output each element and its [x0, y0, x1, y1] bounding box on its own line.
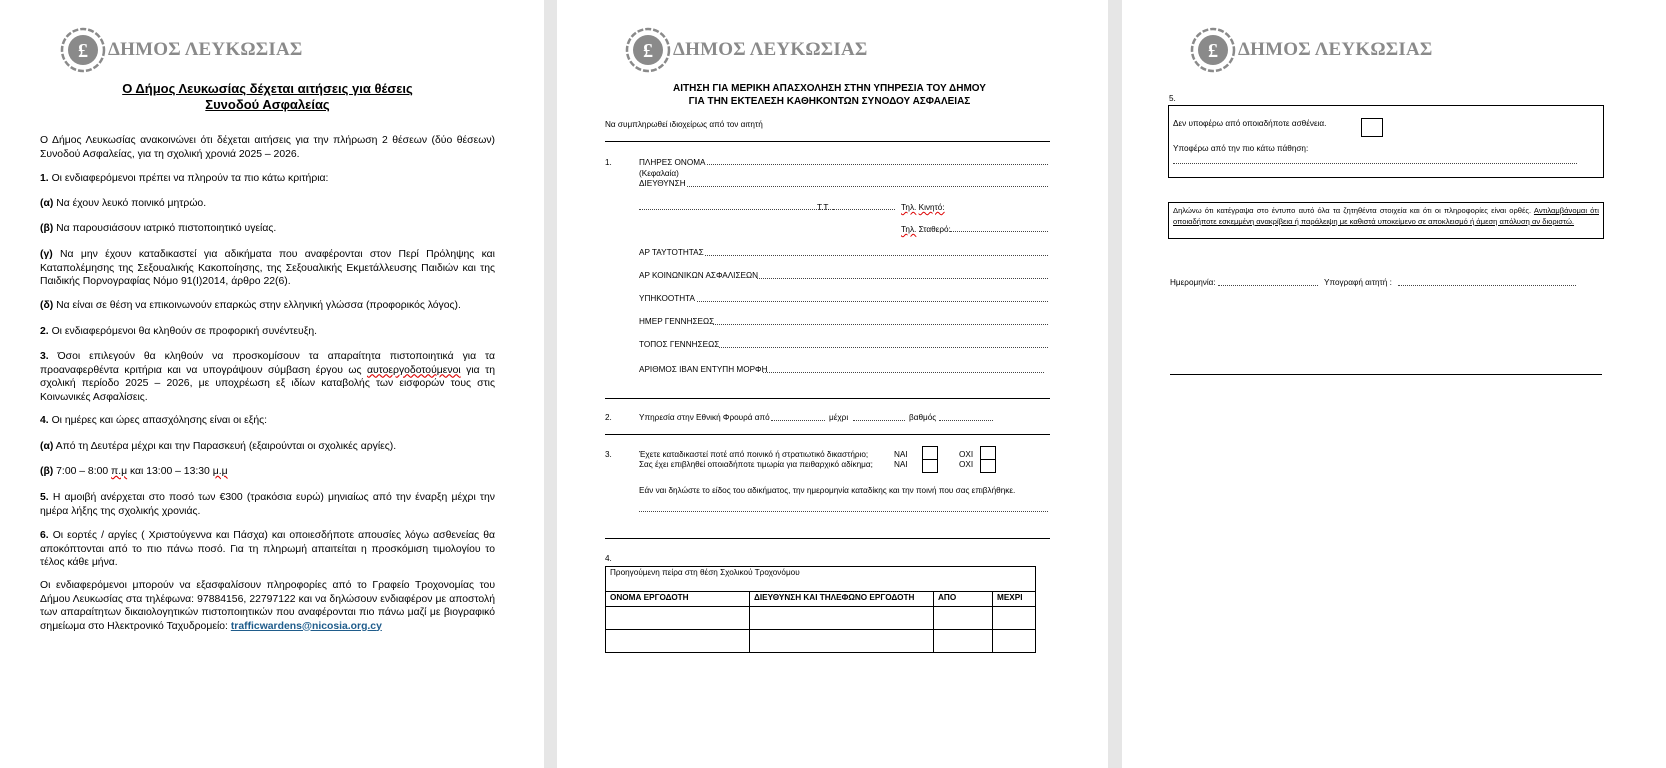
column-header: ΔΙΕΥΘΥΝΣΗ ΚΑΙ ΤΗΛΕΦΩΝΟ ΕΡΓΟΔΟΤΗ	[750, 592, 934, 607]
divider	[605, 141, 1050, 142]
section-2-number: 2.	[605, 413, 612, 422]
divider	[605, 538, 1050, 539]
birth-place-label: ΤΟΠΟΣ ΓΕΝΝΗΣΕΩΣ	[639, 340, 720, 349]
military-service-label: Υπηρεσία στην Εθνική Φρουρά από	[639, 413, 770, 422]
announcement-title: Ο Δήμος Λευκωσίας δέχεται αιτήσεις για θέσεις Συνοδού Ασφαλείας	[122, 81, 413, 112]
municipality-emblem-icon	[60, 27, 106, 73]
experience-table	[605, 566, 1036, 653]
working-days: (α) Από τη Δευτέρα μέχρι και την Παρασκευή (εξαιρούνται οι σχολικές αργίες).	[40, 441, 397, 452]
convicted-no-checkbox[interactable]	[980, 446, 996, 460]
full-name-label: ΠΛΗΡΕΣ ΟΝΟΜΑ	[639, 158, 706, 167]
section-5-number: 5.	[1169, 94, 1176, 103]
address-field[interactable]	[687, 186, 1048, 187]
postcode-field[interactable]	[833, 209, 895, 210]
divider	[605, 398, 1050, 399]
social-insurance-label: ΑΡ ΚΟΙΝΩΝΙΚΩΝ ΑΣΦΑΛΙΣΕΩΝ	[639, 271, 759, 280]
disciplinary-question: Σας έχει επιβληθεί οποιαδήποτε τιμωρία για πειθαρχικό αδίκημα;	[639, 460, 873, 469]
mobile-label: Τηλ. Κινητό:	[901, 203, 945, 212]
disciplinary-yes-checkbox[interactable]	[922, 459, 938, 473]
municipality-logo	[1190, 27, 1433, 73]
health-declaration-box	[1168, 105, 1604, 178]
employer-name-cell[interactable]	[606, 630, 750, 653]
employer-address-cell[interactable]	[750, 607, 934, 630]
service-until-label: μέχρι	[829, 413, 849, 422]
until-cell[interactable]	[993, 607, 1036, 630]
signature-field[interactable]	[1398, 285, 1576, 286]
section-1-number: 1.	[605, 158, 612, 167]
page-3	[1122, 0, 1666, 768]
date-field[interactable]	[1218, 285, 1318, 286]
landline-label: Τηλ. Σταθερό:	[901, 225, 951, 234]
iban-field[interactable]	[763, 372, 1044, 373]
until-cell[interactable]	[993, 630, 1036, 653]
employer-name-cell[interactable]	[606, 607, 750, 630]
illness-label: Υποφέρω από την πιο κάτω πάθηση:	[1173, 144, 1309, 153]
requirement-2: 2. Οι ενδιαφερόμενοι θα κληθούν σε προφορική συνέντευξη.	[40, 326, 318, 337]
intro-paragraph: Ο Δήμος Λευκωσίας ανακοινώνει ότι δέχεται αιτήσεις για την πλήρωση 2 θέσεων (δύο θέσεων) Συνοδού Ασφαλείας, για τη σχολική χρονιά 2025 – 2026.	[40, 135, 495, 160]
working-hours: (β) 7:00 – 8:00 π.μ και 13:00 – 13:30 μ.μ	[40, 466, 228, 477]
criterion-d: (δ) Να είναι σε θέση να επικοινωνούν επαρκώς στην ελληνική γλώσσα (προφορικός λόγος).	[40, 300, 461, 311]
address-label: ΔΙΕΥΘΥΝΣΗ	[639, 179, 686, 188]
citizenship-field[interactable]	[697, 301, 1048, 302]
table-header-row	[606, 592, 1036, 607]
disciplinary-no-checkbox[interactable]	[980, 459, 996, 473]
birth-date-label: ΗΜΕΡ ΓΕΝΝΗΣΕΩΣ	[639, 317, 715, 326]
no-illness-label: Δεν υποφέρω από οποιαδήποτε ασθένεια.	[1173, 119, 1327, 128]
criterion-c: (γ) Να μην έχουν καταδικαστεί για αδικήματα που αναφέρονται στον Περί Πρόληψης και Καταπολέμησης της Σεξουαλικής Κακοποίησης, της Σεξουαλικής Εκμετάλλευσης Παιδιών και της Παιδικής Πορνογραφίας Νόμο 91(Ι)2014, άρθρο 22(6).	[40, 249, 495, 287]
birth-place-field[interactable]	[719, 347, 1048, 348]
from-cell[interactable]	[934, 607, 993, 630]
birth-date-field[interactable]	[713, 324, 1048, 325]
no-illness-checkbox[interactable]	[1361, 118, 1383, 137]
closing-paragraph: Οι ενδιαφερόμενοι μπορούν να εξασφαλίσουν πληροφορίες από το Γραφείο Τροχονομίας του Δήμου Λευκωσίας στα τηλέφωνα: 97884156, 22797122 και να δηλώσουν ενδιαφέρον με αποστολή των απαραίτητων δικαιολογητικών πιστοποιητικών που αναφέρονται πιο πάνω μαζί με βιογραφικό σημείωμα στο Ηλεκτρονικό Ταχυδρομείο: trafficwardens@nicosia.org.cy	[40, 580, 495, 632]
declaration-consequence: Αντιλαμβάνομαι ότι οποιαδήποτε εσκεμμένη ανακρίβεια ή παράλειψη με καθιστά υποκείμενο σε αποκλεισμό ή άμεση απόλυση αν διοριστώ.	[1173, 206, 1599, 226]
column-header: ΑΠΟ	[934, 592, 993, 607]
table-caption-row	[606, 567, 1036, 592]
id-number-field[interactable]	[705, 255, 1048, 256]
requirement-4: 4. Οι ημέρες και ώρες απασχόλησης είναι οι εξής:	[40, 415, 268, 426]
if-yes-instruction: Εάν ναι δηλώστε το είδος του αδικήματος, την ημερομηνία καταδίκης και την ποινή που σας επιβλήθηκε.	[639, 486, 1016, 495]
illness-details-field[interactable]	[1173, 163, 1577, 164]
svg-text:£: £	[643, 40, 653, 62]
full-name-field[interactable]	[707, 164, 1048, 165]
column-header: ΜΕΧΡΙ	[993, 592, 1036, 607]
requirement-6: 6. Οι εορτές / αργίες ( Χριστούγεννα και Πάσχα) και οποιεσδήποτε απουσίες λόγω ασθενείας θα αποκόπτονται από το πιο πάνω ποσό. Για τη πληρωμή απαιτείται η προσκόμιση τιμολογίου το τέλος κάθε μήνα.	[40, 530, 495, 568]
municipality-logo	[60, 27, 303, 73]
table-row	[606, 630, 1036, 653]
requirement-1: 1. Οι ενδιαφερόμενοι πρέπει να πληρούν τα πιο κάτω κριτήρια:	[40, 173, 329, 184]
from-cell[interactable]	[934, 630, 993, 653]
table-row	[606, 607, 1036, 630]
svg-text:£: £	[78, 40, 88, 62]
criterion-b: (β) Να παρουσιάσουν ιατρικό πιστοποιητικό υγείας.	[40, 223, 277, 234]
id-number-label: ΑΡ ΤΑΥΤΟΤΗΤΑΣ	[639, 248, 704, 257]
section-4-number: 4.	[605, 554, 612, 563]
employer-address-cell[interactable]	[750, 630, 934, 653]
convicted-question: Έχετε καταδικαστεί ποτέ από ποινικό ή στρατιωτικό δικαστήριο;	[639, 450, 869, 459]
yes-label: ΝΑΙ	[894, 450, 908, 459]
page-2	[557, 0, 1108, 768]
municipality-emblem-icon	[1190, 27, 1236, 73]
contact-email-link[interactable]: trafficwardens@nicosia.org.cy	[230, 620, 382, 632]
declaration-box	[1168, 202, 1604, 239]
form-heading: ΑΙΤΗΣΗ ΓΙΑ ΜΕΡΙΚΗ ΑΠΑΣΧΟΛΗΣΗ ΣΤΗΝ ΥΠΗΡΕΣΙΑ ΤΟΥ ΔΗΜΟΥ ΓΙΑ ΤΗΝ ΕΚΤΕΛΕΣΗ ΚΑΘΗΚΟΝΤΩΝ ΣΥΝΟΔΟΥ ΑΣΦΑΛΕΙΑΣ	[673, 83, 986, 107]
service-until-field[interactable]	[853, 420, 905, 421]
rank-label: βαθμός	[909, 413, 937, 422]
municipality-name: ΔΗΜΟΣ ΛΕΥΚΩΣΙΑΣ	[1238, 39, 1433, 60]
page-1	[0, 0, 544, 768]
rank-field[interactable]	[939, 420, 993, 421]
municipality-name: ΔΗΜΟΣ ΛΕΥΚΩΣΙΑΣ	[108, 39, 303, 60]
social-insurance-field[interactable]	[757, 278, 1048, 279]
no-label: ΟΧΙ	[959, 450, 974, 459]
criterion-a: (α) Να έχουν λευκό ποινικό μητρώο.	[40, 198, 207, 209]
divider	[605, 434, 1050, 435]
requirement-5: 5. Η αμοιβή ανέρχεται στο ποσό των €300 (τρακόσια ευρώ) μηνιαίως από την έναρξη μέχρι την ημέρα λήξης της σχολικής χρονιάς.	[40, 492, 495, 517]
offence-details-field[interactable]	[639, 511, 1048, 512]
capitals-hint: (Κεφαλαία)	[639, 169, 679, 178]
postcode-label: Τ.Τ.	[817, 203, 830, 212]
municipality-name: ΔΗΜΟΣ ΛΕΥΚΩΣΙΑΣ	[673, 39, 868, 60]
column-header: ΟΝΟΜΑ ΕΡΓΟΔΟΤΗ	[606, 592, 750, 607]
yes-label: ΝΑΙ	[894, 460, 908, 469]
requirement-3: 3. Όσοι επιλεγούν θα κληθούν να προσκομίσουν τα απαραίτητα πιστοποιητικά για τα προαναφερθέντα κριτήρια και να υπογράψουν σύμβαση έργου ως αυτοεργοδοτούμενοι για τη σχολική περίοδο 2025 – 2026, με υποχρέωση εξ ιδίων καταβολής των εισφορών τους στις Κοινωνικές Ασφαλίσεις.	[40, 351, 496, 403]
convicted-yes-checkbox[interactable]	[922, 446, 938, 460]
declaration-text: Δηλώνω ότι κατέγραψα στο έντυπο αυτό όλα τα ζητηθέντα στοιχεία και ότι οι πληροφορίες είναι ορθές.	[1173, 206, 1534, 215]
iban-label: ΑΡΙΘΜΟΣ ΙΒΑΝ ΕΝΤΥΠΗ ΜΟΡΦΗ	[639, 365, 768, 374]
citizenship-label: ΥΠΗΚΟΟΤΗΤΑ	[639, 294, 695, 303]
svg-text:£: £	[1208, 40, 1218, 62]
experience-caption: Προηγούμενη πείρα στη θέση Σχολικού Τροχονόμου	[606, 567, 1036, 592]
divider	[1170, 374, 1602, 375]
service-from-field[interactable]	[771, 420, 825, 421]
signature-label: Υπογραφή αιτητή :	[1324, 278, 1392, 287]
landline-field[interactable]	[950, 231, 1048, 232]
date-label: Ημερομηνία:	[1170, 278, 1216, 287]
municipality-emblem-icon	[625, 27, 671, 73]
no-label: ΟΧΙ	[959, 460, 974, 469]
handwritten-note: Να συμπληρωθεί ιδιοχείρως από τον αιτητή	[605, 120, 763, 129]
section-3-number: 3.	[605, 450, 612, 459]
municipality-logo	[625, 27, 868, 73]
